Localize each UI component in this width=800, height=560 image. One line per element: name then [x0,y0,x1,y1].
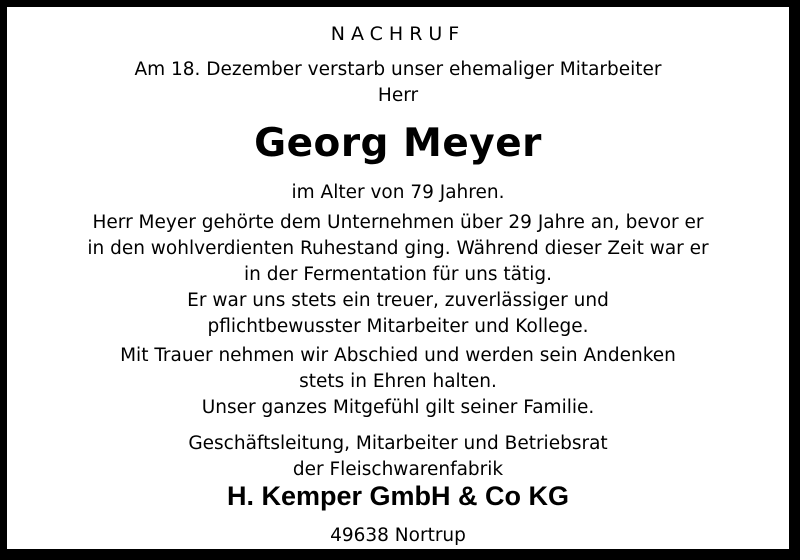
paragraph2-line: Unser ganzes Mitgefühl gilt seiner Familie. [201,397,595,418]
salutation: Herr [377,85,419,106]
paragraph1-line: in den wohlverdienten Ruhestand ging. Während dieser Zeit war er [87,238,709,259]
age-line: im Alter von 79 Jahren. [291,182,505,203]
signatories-line: der Fleischwarenfabrik [292,459,504,480]
deceased-name: Georg Meyer [254,121,542,166]
intro-text: Am 18. Dezember verstarb unser ehemaliger Mitarbeiter [134,59,662,80]
paragraph2-line: stets in Ehren halten. [299,371,497,392]
paragraph1-line: Herr Meyer gehörte dem Unternehmen über 29 Jahre an, bevor er [92,212,704,233]
signatories-line: Geschäftsleitung, Mitarbeiter und Betriebsrat [188,433,608,454]
paragraph1-line: pflichtbewusster Mitarbeiter und Kollege. [207,316,589,337]
obituary-notice [5,5,791,551]
paragraph2-line: Mit Trauer nehmen wir Abschied und werden sein Andenken [120,345,676,366]
paragraph1-line: in der Fermentation für uns tätig. [244,264,552,285]
notice-heading: NACHRUF [330,23,466,45]
company-location: 49638 Nortrup [330,525,466,546]
paragraph1-line: Er war uns stets ein treuer, zuverlässiger und [187,290,609,311]
company-name: H. Kemper GmbH & Co KG [226,481,570,511]
